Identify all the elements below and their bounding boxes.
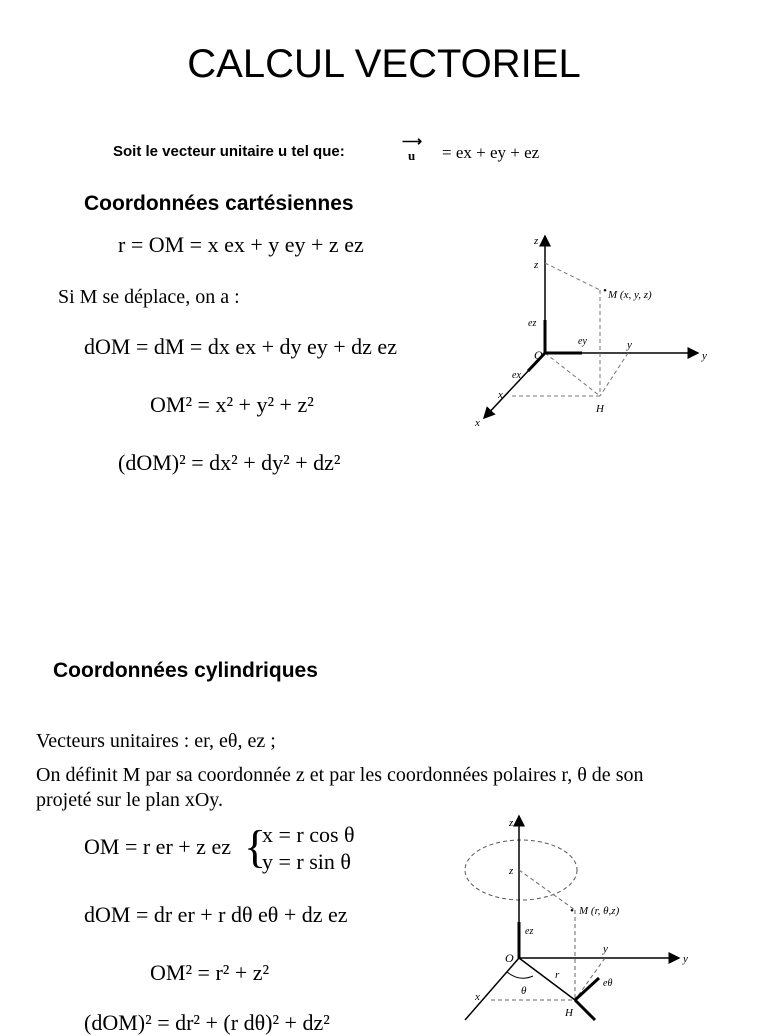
unit-vector-expression: = ex + ey + ez (442, 143, 540, 162)
cylinder-top-ellipse (465, 840, 577, 900)
label-axis-x: x (475, 417, 480, 429)
cyl-label-axis-y: y (683, 953, 688, 965)
equation-dOM: dOM = dM = dx ex + dy ey + dz ez (84, 334, 397, 359)
cyl-label-H: H (565, 1007, 573, 1019)
label-axis-z: z (534, 235, 539, 247)
cyl-point-M-dot: • (570, 905, 574, 917)
unit-vector-label: u (408, 148, 416, 163)
section-heading-cartesian: Coordonnées cartésiennes (84, 192, 354, 215)
cyl-label-axis-z: z (509, 817, 514, 829)
cyl-label-r: r (555, 969, 560, 981)
equation-cyl-OM: OM = r er + z ez (84, 834, 231, 859)
cyl-label-axis-x: x (475, 991, 480, 1003)
equation-dOM-squared: (dOM)² = dx² + dy² + dz² (118, 450, 341, 475)
label-tick-y: y (627, 339, 632, 351)
system-brace: { (244, 821, 267, 872)
label-tick-z: z (534, 259, 539, 271)
intro-text: Soit le vecteur unitaire u tel que: (113, 143, 345, 160)
cyl-label-tick-y: y (603, 943, 608, 955)
equation-cyl-x: x = r cos θ (262, 822, 355, 847)
cyl-label-theta: θ (521, 985, 527, 997)
label-tick-x: x (498, 389, 503, 401)
label-H: H (596, 403, 604, 415)
equation-position: r = OM = x ex + y ey + z ez (118, 232, 364, 257)
label-axis-y: y (702, 350, 707, 362)
cyl-x-axis-line (465, 958, 519, 1020)
etheta-vector (575, 978, 599, 1000)
equation-OM-squared: OM² = x² + y² + z² (150, 392, 314, 417)
section-heading-cylindrical: Coordonnées cylindriques (53, 659, 318, 682)
equation-cyl-dOM: dOM = dr er + r dθ eθ + dz ez (84, 902, 348, 927)
theta-arc (507, 972, 533, 978)
unit-vector-u (402, 135, 423, 164)
unit-vectors-text: Vecteurs unitaires : er, eθ, ez ; (36, 730, 276, 752)
label-point-M: M (x, y, z) (608, 289, 652, 301)
page-title: CALCUL VECTORIEL (187, 42, 581, 86)
r-line (519, 958, 575, 1000)
definition-line-2: projeté sur le plan xOy. (36, 789, 223, 811)
cyl-label-point-M: M (r, θ,z) (579, 905, 620, 917)
label-vec-ey: ey (578, 336, 587, 347)
cartesian-diagram (470, 228, 740, 438)
point-M-dot: • (603, 285, 607, 297)
equation-cyl-OM-squared: OM² = r² + z² (150, 960, 270, 985)
cyl-label-vec-etheta: eθ (603, 978, 613, 989)
cyl-label-vec-ez: ez (525, 926, 534, 937)
cyl-label-tick-z: z (509, 865, 514, 877)
unit-vector-arrow: ⟶ (402, 135, 423, 150)
label-origin: O (534, 348, 543, 362)
label-vec-ez: ez (528, 318, 537, 329)
equation-cyl-y: y = r sin θ (262, 849, 351, 874)
construction-lines (512, 263, 628, 396)
er-vector (575, 1000, 595, 1020)
cylindrical-diagram (455, 810, 715, 1024)
equation-cyl-dOM-squared: (dOM)² = dr² + (r dθ)² + dz² (84, 1010, 330, 1035)
displacement-text: Si M se déplace, on a : (58, 286, 240, 308)
definition-line-1: On définit M par sa coordonnée z et par les coordonnées polaires r, θ de son (36, 764, 644, 786)
label-vec-ex: ex (512, 370, 521, 381)
cyl-label-origin: O (505, 951, 514, 965)
